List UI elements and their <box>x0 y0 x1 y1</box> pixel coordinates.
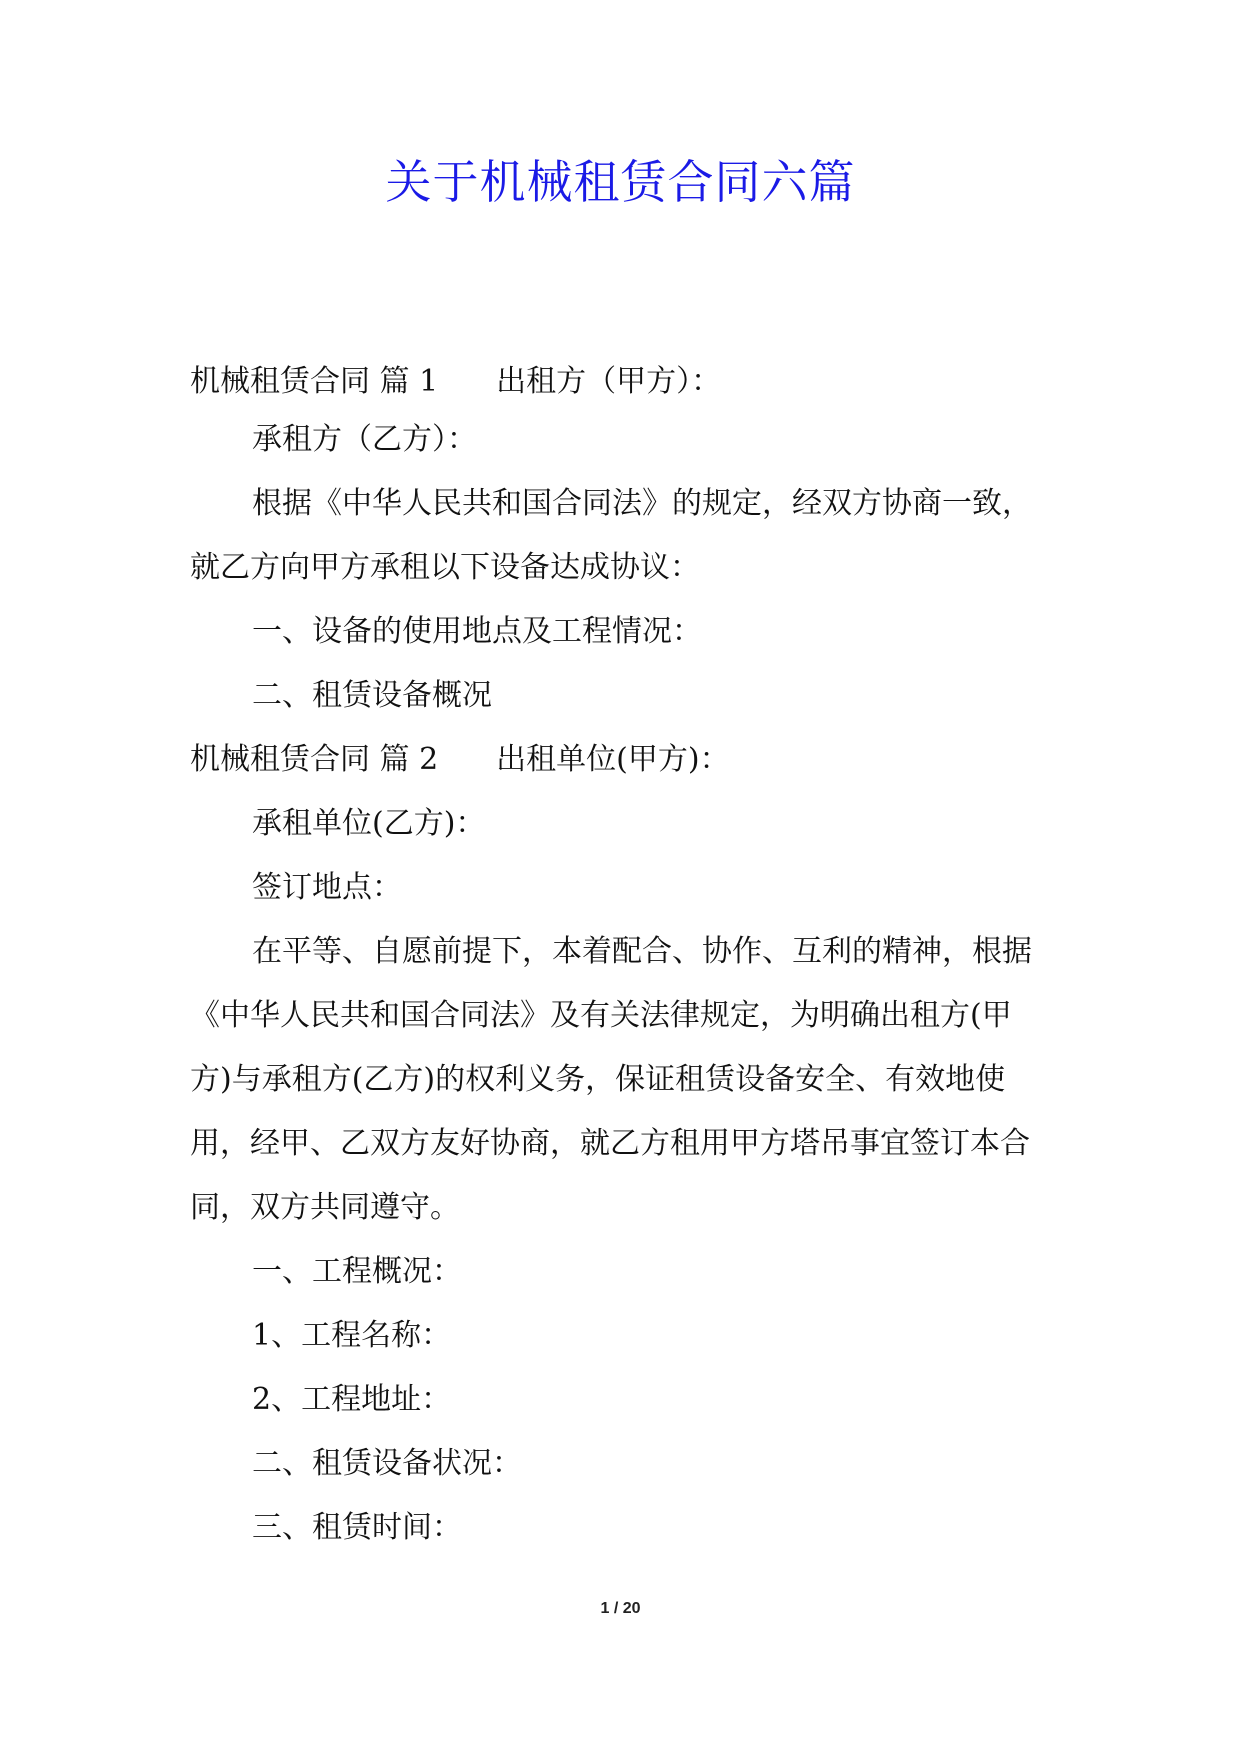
section-2-item-project-name: 1、工程名称： <box>252 1318 452 1353</box>
section-1-heading: 机械租赁合同 篇 1 <box>190 364 439 399</box>
document-title: 关于机械租赁合同六篇 <box>385 155 856 209</box>
section-2-item-lease-time: 三、租赁时间： <box>252 1510 462 1545</box>
section-2-item-project-address: 2、工程地址： <box>252 1382 452 1417</box>
section-2-paragraph-line: 同，双方共同遵守。 <box>190 1190 460 1225</box>
section-2-paragraph-line: 在平等、自愿前提下，本着配合、协作、互利的精神，根据 <box>252 934 1032 969</box>
section-2-heading: 机械租赁合同 篇 2 <box>190 742 439 777</box>
section-1-item-2: 二、租赁设备概况 <box>252 678 492 713</box>
section-2-paragraph-line: 方)与承租方(乙方)的权利义务，保证租赁设备安全、有效地使 <box>190 1062 1006 1097</box>
section-2-paragraph-line: 用，经甲、乙双方友好协商，就乙方租用甲方塔吊事宜签订本合 <box>190 1126 1030 1161</box>
section-2-item-project-overview: 一、工程概况： <box>252 1254 462 1289</box>
section-1-paragraph-line: 根据《中华人民共和国合同法》的规定，经双方协商一致， <box>252 486 1032 521</box>
section-2-signing-place: 签订地点： <box>252 870 402 905</box>
section-1-lessee-label: 承租方（乙方）： <box>252 422 477 457</box>
section-2-lessee-label: 承租单位(乙方)： <box>252 806 486 841</box>
section-2-lessor-label: 出租单位(甲方)： <box>496 742 730 777</box>
section-2-paragraph-line: 《中华人民共和国合同法》及有关法律规定，为明确出租方(甲 <box>190 998 1012 1033</box>
section-2-heading-line <box>190 740 1070 780</box>
section-1-item-1: 一、设备的使用地点及工程情况： <box>252 614 702 649</box>
section-1-lessor-label: 出租方（甲方）： <box>496 364 722 399</box>
section-1-paragraph-line: 就乙方向甲方承租以下设备达成协议： <box>190 550 700 585</box>
section-1-heading-line <box>190 362 1070 402</box>
page-number: 1 / 20 <box>600 1600 641 1617</box>
section-2-item-equipment-status: 二、租赁设备状况： <box>252 1446 522 1481</box>
